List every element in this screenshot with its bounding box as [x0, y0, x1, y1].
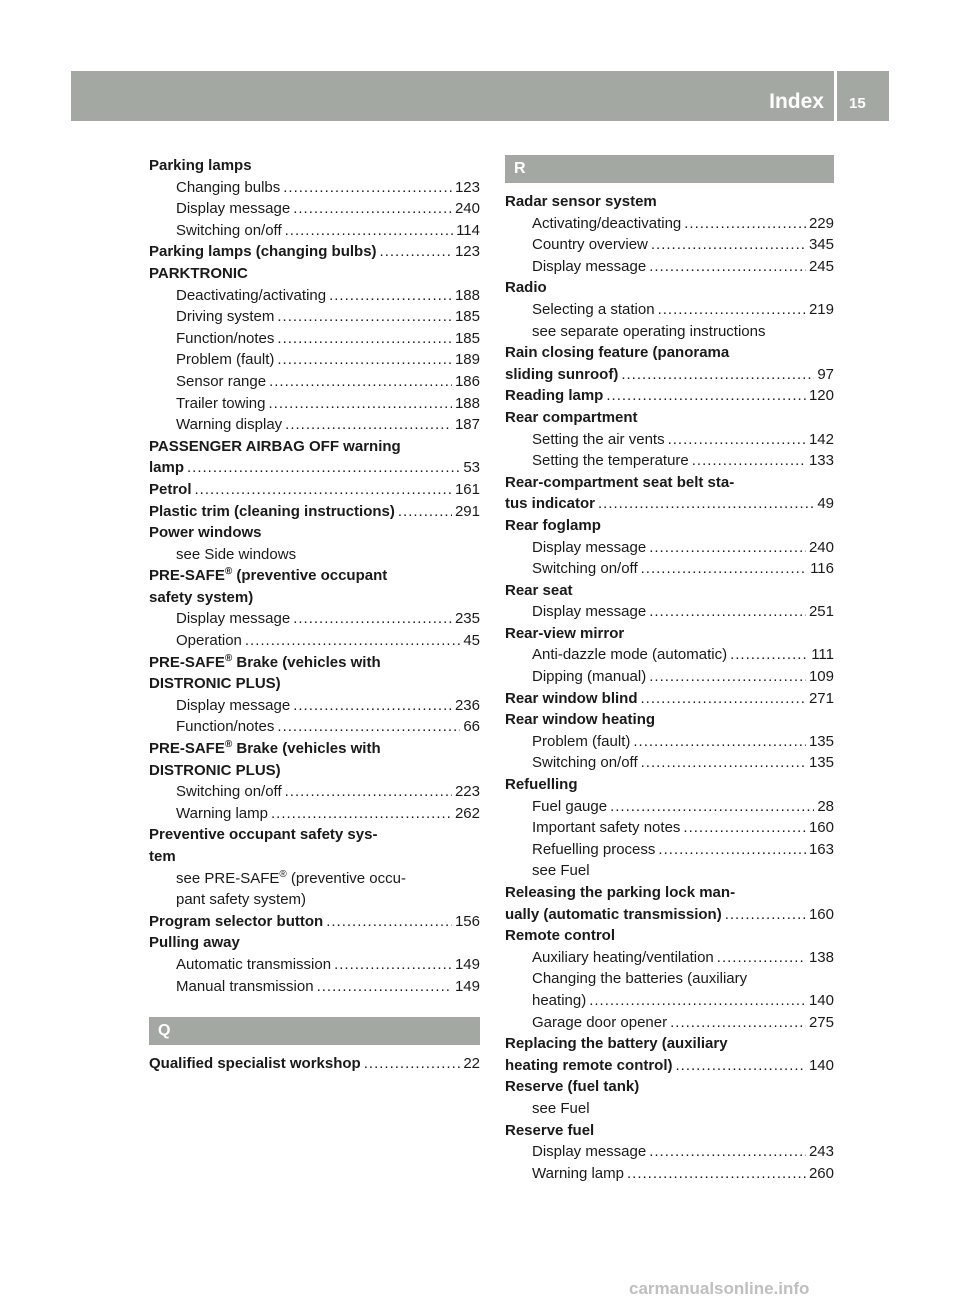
index-column-left — [149, 155, 480, 1075]
index-subentry — [505, 839, 834, 861]
dot-leader — [717, 947, 806, 969]
index-heading-label: PRE-SAFE® Brake (vehicles with — [149, 652, 381, 671]
page-reference: 66 — [463, 718, 480, 736]
index-reference — [505, 1098, 834, 1120]
page-reference: 161 — [454, 480, 480, 498]
page-reference: 140 — [808, 1056, 834, 1074]
index-column-right — [505, 155, 834, 1184]
dot-leader — [326, 911, 452, 933]
page-reference: 53 — [463, 459, 480, 477]
page-reference: 275 — [808, 1013, 834, 1031]
dot-leader — [676, 1055, 806, 1077]
index-subentry-label: Auxiliary heating/ventilation — [532, 948, 714, 966]
index-entry — [149, 911, 480, 933]
page-reference: 188 — [454, 394, 480, 412]
index-subentry — [505, 537, 834, 559]
index-entry-label: Qualified specialist workshop — [149, 1055, 361, 1073]
index-heading-label: Pulling away — [149, 934, 240, 952]
page-number: 15 — [849, 95, 866, 112]
dot-leader — [658, 839, 806, 861]
index-heading-label: Rain closing feature (panorama — [505, 344, 730, 362]
index-subentry — [505, 1141, 834, 1163]
index-subentry — [149, 414, 480, 436]
dot-leader — [649, 1141, 806, 1163]
index-subentry-label: Operation — [176, 632, 242, 650]
index-subentry — [505, 558, 834, 580]
index-heading — [505, 277, 834, 299]
dot-leader — [317, 976, 452, 998]
page-reference: 22 — [463, 1055, 480, 1073]
index-heading — [149, 436, 480, 458]
index-subentry — [505, 234, 834, 256]
index-heading-label: Rear seat — [505, 581, 573, 599]
index-subentry-label: Display message — [532, 538, 647, 556]
dot-leader — [621, 364, 814, 386]
section-spacer — [149, 997, 480, 1017]
page-reference: 271 — [808, 689, 834, 707]
dot-leader — [277, 306, 452, 328]
index-subentry — [149, 695, 480, 717]
dot-leader — [283, 177, 452, 199]
index-entry-label: Program selector button — [149, 912, 324, 930]
page-reference: 49 — [817, 495, 834, 513]
index-heading-label: PRE-SAFE® (preventive occupant — [149, 566, 388, 585]
page-reference: 235 — [454, 610, 480, 628]
page-reference: 28 — [817, 797, 834, 815]
dot-leader — [641, 688, 806, 710]
dot-leader — [277, 716, 460, 738]
page-reference: 160 — [808, 905, 834, 923]
index-heading — [505, 580, 834, 602]
index-subentry-label: Country overview — [532, 236, 648, 254]
page-reference: 97 — [817, 365, 834, 383]
index-subentry — [149, 349, 480, 371]
dot-leader — [730, 644, 808, 666]
index-reference-label: Changing the batteries (auxiliary — [532, 970, 748, 988]
index-entry-label: Petrol — [149, 480, 192, 498]
index-heading — [505, 191, 834, 213]
index-subentry — [505, 990, 834, 1012]
page-reference: 109 — [808, 668, 834, 686]
index-heading-label: PARKTRONIC — [149, 264, 248, 282]
dot-leader — [641, 752, 806, 774]
index-subentry-label: Sensor range — [176, 372, 267, 390]
index-subentry — [149, 177, 480, 199]
index-subentry — [505, 752, 834, 774]
index-entry — [149, 241, 480, 263]
index-entry-label: heating remote control) — [505, 1056, 673, 1074]
dot-leader — [692, 450, 806, 472]
index-entry-label: sliding sunroof) — [505, 365, 619, 383]
index-entry-label: ually (automatic transmission) — [505, 905, 722, 923]
index-heading — [149, 760, 480, 782]
dot-leader — [725, 904, 806, 926]
index-entry-label: Plastic trim (cleaning instructions) — [149, 502, 395, 520]
index-heading-label: DISTRONIC PLUS) — [149, 675, 281, 693]
index-heading — [149, 263, 480, 285]
page-reference: 149 — [454, 977, 480, 995]
index-subentry — [505, 450, 834, 472]
index-heading-label: Reserve fuel — [505, 1121, 595, 1139]
dot-leader — [658, 299, 806, 321]
index-heading-label: Replacing the battery (auxiliary — [505, 1035, 728, 1053]
index-reference — [149, 544, 480, 566]
page-reference: 291 — [454, 502, 480, 520]
index-heading-label: PRE-SAFE® Brake (vehicles with — [149, 739, 381, 758]
index-heading — [505, 925, 834, 947]
index-subentry — [149, 803, 480, 825]
index-heading-label: tem — [149, 848, 176, 865]
index-subentry — [505, 256, 834, 278]
index-subentry-label: Problem (fault) — [176, 351, 275, 369]
index-subentry-label: Fuel gauge — [532, 797, 608, 815]
page-reference: 243 — [808, 1143, 834, 1161]
index-subentry — [505, 601, 834, 623]
page-reference: 120 — [808, 387, 834, 405]
index-heading — [505, 709, 834, 731]
index-letter-heading: R — [505, 155, 834, 183]
index-heading-label: Rear compartment — [505, 408, 638, 426]
page-reference: 188 — [454, 286, 480, 304]
page-reference: 156 — [454, 912, 480, 930]
dot-leader — [668, 429, 806, 451]
index-heading — [505, 1076, 834, 1098]
index-subentry — [505, 796, 834, 818]
index-subentry-label: Important safety notes — [532, 819, 681, 837]
page-reference: 142 — [808, 430, 834, 448]
page-reference: 245 — [808, 257, 834, 275]
page-reference: 223 — [454, 783, 480, 801]
index-subentry-label: Warning display — [176, 416, 283, 434]
index-subentry-label: Function/notes — [176, 718, 275, 736]
index-subentry — [505, 644, 834, 666]
index-subentry-label: Display message — [532, 603, 647, 621]
index-subentry-label: Manual transmission — [176, 977, 314, 995]
index-subentry — [505, 947, 834, 969]
page-reference: 163 — [808, 840, 834, 858]
index-subentry-label: Display message — [532, 257, 647, 275]
dot-leader — [683, 817, 806, 839]
index-entry — [149, 501, 480, 523]
index-entry — [149, 479, 480, 501]
index-subentry — [505, 1012, 834, 1034]
index-heading-label: Radar sensor system — [505, 193, 657, 210]
index-entry — [149, 457, 480, 479]
index-subentry-label: Warning lamp — [532, 1164, 624, 1182]
index-heading-label: Rear-view mirror — [505, 624, 625, 642]
index-heading — [505, 1120, 834, 1142]
page-header — [71, 71, 889, 121]
dot-leader — [649, 666, 806, 688]
dot-leader — [627, 1163, 806, 1185]
dot-leader — [271, 803, 452, 825]
page-reference: 229 — [808, 214, 834, 232]
index-subentry-label: Display message — [532, 1143, 647, 1161]
dot-leader — [187, 457, 460, 479]
index-subentry — [505, 299, 834, 321]
dot-leader — [649, 601, 806, 623]
index-heading — [149, 565, 480, 587]
page-reference: 140 — [808, 991, 834, 1009]
index-subentry — [149, 608, 480, 630]
index-heading — [149, 652, 480, 674]
index-subentry-label: Setting the temperature — [532, 452, 689, 470]
index-subentry-label: Refuelling process — [532, 840, 656, 858]
dot-leader — [293, 198, 452, 220]
dot-leader — [293, 608, 452, 630]
page-reference: 185 — [454, 308, 480, 326]
index-heading-label: safety system) — [149, 588, 254, 606]
dot-leader — [589, 990, 806, 1012]
index-subentry — [149, 716, 480, 738]
dot-leader — [285, 220, 453, 242]
index-reference — [505, 321, 834, 343]
index-entry-label: Reading lamp — [505, 387, 604, 405]
page-reference: 219 — [808, 300, 834, 318]
index-entry-label: Parking lamps (changing bulbs) — [149, 243, 377, 261]
index-subentry-label: Switching on/off — [176, 783, 282, 801]
index-heading-label: Preventive occupant safety sys- — [149, 826, 378, 844]
index-subentry-label: Changing bulbs — [176, 178, 281, 196]
page-reference: 262 — [454, 804, 480, 822]
dot-leader — [670, 1012, 806, 1034]
page-reference: 251 — [808, 603, 834, 621]
index-heading-label: Reserve (fuel tank) — [505, 1078, 640, 1096]
page-reference: 240 — [454, 200, 480, 218]
index-reference — [149, 889, 480, 911]
index-subentry — [149, 630, 480, 652]
index-heading-label: Rear foglamp — [505, 516, 601, 534]
index-reference — [149, 868, 480, 890]
index-heading — [149, 522, 480, 544]
dot-leader — [649, 537, 806, 559]
index-subentry-label: Display message — [176, 610, 291, 628]
index-heading — [149, 587, 480, 609]
page-reference: 133 — [808, 452, 834, 470]
index-heading — [505, 1033, 834, 1055]
index-subentry-label: Selecting a station — [532, 300, 655, 318]
index-heading-label: DISTRONIC PLUS) — [149, 761, 281, 779]
index-heading — [505, 774, 834, 796]
page-reference: 123 — [454, 243, 480, 261]
index-heading-label: Parking lamps — [149, 157, 252, 174]
index-heading — [505, 342, 834, 364]
page-reference: 111 — [811, 646, 834, 664]
dot-leader — [598, 493, 814, 515]
dot-leader — [285, 781, 452, 803]
index-subentry — [149, 306, 480, 328]
page-reference: 189 — [454, 351, 480, 369]
index-subentry-label: Switching on/off — [532, 560, 638, 578]
index-entry — [149, 1053, 480, 1075]
index-letter-heading: Q — [149, 1017, 480, 1045]
dot-leader — [269, 371, 452, 393]
index-subentry-label: Trailer towing — [176, 394, 266, 412]
index-heading-label: PASSENGER AIRBAG OFF warning — [149, 437, 401, 455]
page-reference: 240 — [808, 538, 834, 556]
index-heading — [505, 407, 834, 429]
index-entry — [505, 364, 834, 386]
index-heading — [149, 673, 480, 695]
index-entry-label: lamp — [149, 459, 185, 477]
page-reference: 123 — [454, 178, 480, 196]
dot-leader — [684, 213, 806, 235]
index-heading-label: Rear window heating — [505, 711, 656, 729]
index-heading — [505, 472, 834, 494]
index-subentry — [149, 976, 480, 998]
index-subentry — [149, 328, 480, 350]
index-entry — [505, 385, 834, 407]
page-reference: 160 — [808, 819, 834, 837]
dot-leader — [610, 796, 814, 818]
page-reference: 138 — [808, 948, 834, 966]
index-subentry — [149, 371, 480, 393]
page-reference: 186 — [454, 372, 480, 390]
index-heading-label: Rear-compartment seat belt sta- — [505, 473, 735, 491]
index-subentry-label: Dipping (manual) — [532, 668, 647, 686]
index-heading — [149, 824, 480, 846]
index-heading-label: Remote control — [505, 927, 616, 945]
index-subentry-label: Garage door opener — [532, 1013, 668, 1031]
index-subentry — [149, 954, 480, 976]
page-reference: 135 — [808, 732, 834, 750]
index-subentry-label: Driving system — [176, 308, 275, 326]
watermark: carmanualsonline.info — [629, 1279, 810, 1298]
index-heading-label: Power windows — [149, 524, 262, 542]
dot-leader — [293, 695, 452, 717]
page-reference: 187 — [454, 416, 480, 434]
index-subentry — [505, 666, 834, 688]
dot-leader — [651, 234, 806, 256]
index-subentry — [149, 285, 480, 307]
section-title: Index — [769, 71, 837, 121]
index-reference-label: see PRE-SAFE® (preventive occu- — [176, 868, 406, 887]
page-reference: 260 — [808, 1164, 834, 1182]
index-reference-label: see Fuel — [532, 1099, 590, 1117]
index-subentry — [149, 198, 480, 220]
index-heading — [149, 846, 480, 868]
page-reference: 135 — [808, 754, 834, 772]
index-reference-label: see Fuel — [532, 862, 590, 880]
index-subentry — [505, 731, 834, 753]
index-heading-label: Refuelling — [505, 776, 578, 794]
index-entry — [505, 904, 834, 926]
index-heading-label: Radio — [505, 279, 547, 297]
dot-leader — [633, 731, 806, 753]
index-entry — [505, 493, 834, 515]
index-subentry-label: Setting the air vents — [532, 430, 665, 448]
dot-leader — [606, 385, 806, 407]
index-entry — [505, 1055, 834, 1077]
dot-leader — [195, 479, 452, 501]
index-entry — [505, 688, 834, 710]
index-reference — [505, 968, 834, 990]
dot-leader — [245, 630, 460, 652]
dot-leader — [364, 1053, 461, 1075]
index-heading — [505, 515, 834, 537]
dot-leader — [380, 241, 452, 263]
page-reference: 149 — [454, 955, 480, 973]
page-reference: 114 — [456, 221, 480, 239]
dot-leader — [277, 328, 452, 350]
dot-leader — [268, 393, 451, 415]
index-subentry — [505, 817, 834, 839]
index-subentry — [505, 429, 834, 451]
index-subentry — [149, 393, 480, 415]
index-entry-label: tus indicator — [505, 495, 596, 513]
page-reference: 236 — [454, 696, 480, 714]
page-reference: 345 — [808, 236, 834, 254]
index-heading — [149, 932, 480, 954]
index-entry-label: Rear window blind — [505, 689, 638, 707]
dot-leader — [649, 256, 806, 278]
dot-leader — [641, 558, 807, 580]
page-reference: 185 — [454, 329, 480, 347]
index-subentry-label: Activating/deactivating — [532, 214, 682, 232]
index-subentry — [505, 1163, 834, 1185]
index-heading — [149, 738, 480, 760]
dot-leader — [334, 954, 452, 976]
index-subentry-label: Display message — [176, 200, 291, 218]
index-subentry — [149, 781, 480, 803]
index-subentry-label: Function/notes — [176, 329, 275, 347]
index-subentry-label: Display message — [176, 696, 291, 714]
index-reference-label: see separate operating instructions — [532, 322, 766, 340]
index-subentry-label: Warning lamp — [176, 804, 268, 822]
index-heading — [505, 882, 834, 904]
page-reference: 45 — [463, 632, 480, 650]
index-subentry-label: heating) — [532, 991, 587, 1009]
index-subentry-label: Problem (fault) — [532, 732, 631, 750]
index-subentry-label: Switching on/off — [532, 754, 638, 772]
index-heading — [505, 623, 834, 645]
index-reference — [505, 860, 834, 882]
index-subentry — [505, 213, 834, 235]
index-subentry-label: Automatic transmission — [176, 955, 332, 973]
index-reference-label: see Side windows — [176, 545, 297, 563]
index-heading — [149, 155, 480, 177]
index-reference-label: pant safety system) — [176, 891, 307, 909]
index-subentry-label: Deactivating/activating — [176, 286, 327, 304]
index-heading-label: Releasing the parking lock man- — [505, 884, 736, 901]
index-subentry — [149, 220, 480, 242]
dot-leader — [277, 349, 452, 371]
dot-leader — [398, 501, 452, 523]
dot-leader — [329, 285, 452, 307]
index-subentry-label: Switching on/off — [176, 221, 282, 239]
page-reference: 116 — [810, 560, 834, 578]
dot-leader — [285, 414, 452, 436]
index-subentry-label: Anti-dazzle mode (automatic) — [532, 646, 728, 664]
